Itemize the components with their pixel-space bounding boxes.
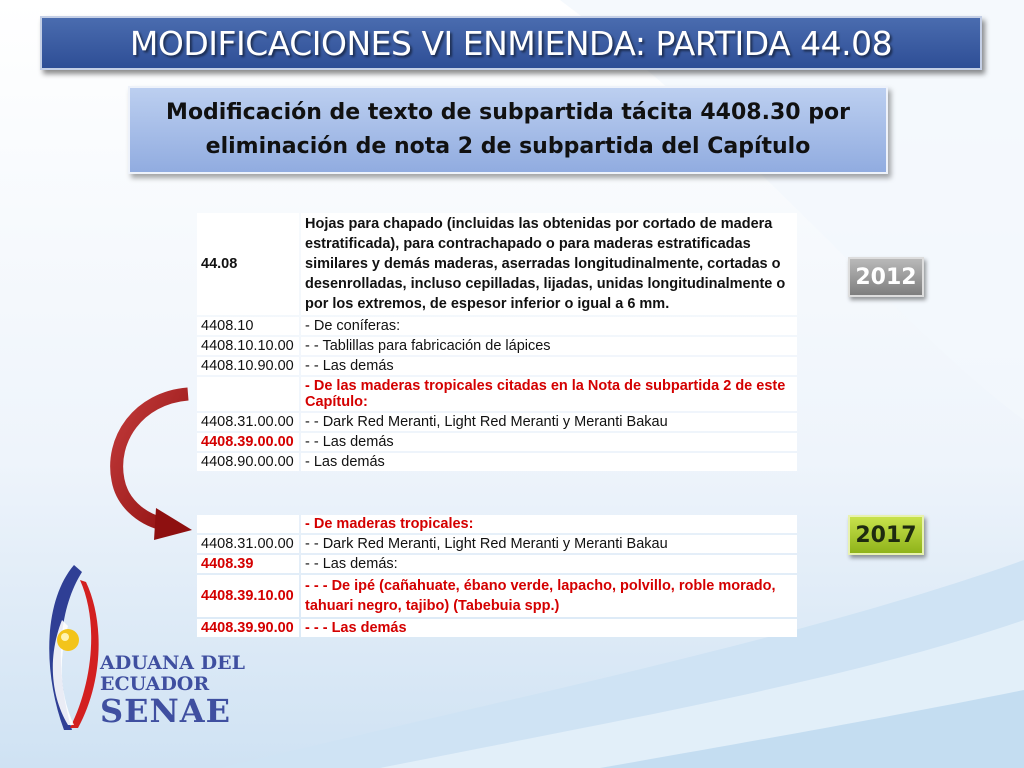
cell-code: 44.08 [197,213,299,315]
table-2012 [195,211,799,473]
cell-code: 4408.90.00.00 [197,453,299,471]
table-row [197,337,797,355]
cell-desc: - - Las demás [301,357,797,375]
cell-desc: - - Tablillas para fabricación de lápices [301,337,797,355]
cell-desc: - - - Las demás [301,619,797,637]
cell-desc: - - Dark Red Meranti, Light Red Meranti y Meranti Bakau [301,535,797,553]
cell-code: 4408.10 [197,317,299,335]
curved-arrow-icon [100,380,210,540]
logo-emblem-icon [34,560,104,735]
table-row [197,357,797,375]
cell-code: 4408.39.00.00 [197,433,299,451]
table-row [197,433,797,451]
cell-code: 4408.31.00.00 [197,535,299,553]
cell-code: 4408.31.00.00 [197,413,299,431]
table-2017 [195,513,799,639]
cell-code: 4408.39 [197,555,299,573]
cell-code: 4408.10.90.00 [197,357,299,375]
table-row [197,453,797,471]
table-row [197,515,797,533]
logo-line-1: ADUANA DEL [100,652,245,674]
cell-desc: - De coníferas: [301,317,797,335]
cell-desc: - - Las demás [301,433,797,451]
logo-line-3: SENAE [100,692,231,730]
slide-title [40,16,982,70]
cell-desc: - - - De ipé (cañahuate, ébano verde, lapacho, polvillo, roble morado, tahuari negro, tajibo) (Tabebuia spp.) [301,575,797,617]
year-badge-2012: 2012 [848,257,924,297]
cell-code: 4408.10.10.00 [197,337,299,355]
cell-code [197,377,299,411]
subtitle-box [128,86,888,174]
table-row [197,535,797,553]
logo-line-2: ECUADOR [100,673,210,695]
title-text: MODIFICACIONES VI ENMIENDA: PARTIDA 44.08 [129,23,893,63]
cell-desc: - De maderas tropicales: [301,515,797,533]
cell-desc: - Las demás [301,453,797,471]
cell-code: 4408.39.10.00 [197,575,299,617]
cell-desc: Hojas para chapado (incluidas las obtenidas por cortado de madera estratificada), para contrachapado o para maderas estratificadas similares y demás maderas, aserradas longitudinalmente, cortadas o desenrolladas, incluso cepilladas, lijadas, unidas longitudinalmente o por los extremos, de espesor inferior o igual a 6 mm. [301,213,797,315]
cell-desc: - - Las demás: [301,555,797,573]
subtitle-text: Modificación de texto de subpartida tácita 4408.30 por eliminación de nota 2 de subpartida del Capítulo [166,100,850,159]
table-row [197,619,797,637]
table-row [197,575,797,617]
cell-desc: - - Dark Red Meranti, Light Red Meranti y Meranti Bakau [301,413,797,431]
table-row [197,213,797,315]
table-row [197,413,797,431]
table-row [197,555,797,573]
cell-desc: - De las maderas tropicales citadas en la Nota de subpartida 2 de este Capítulo: [301,377,797,411]
table-row [197,317,797,335]
table-row [197,377,797,411]
year-badge-2017: 2017 [848,515,924,555]
cell-code: 4408.39.90.00 [197,619,299,637]
cell-code [197,515,299,533]
